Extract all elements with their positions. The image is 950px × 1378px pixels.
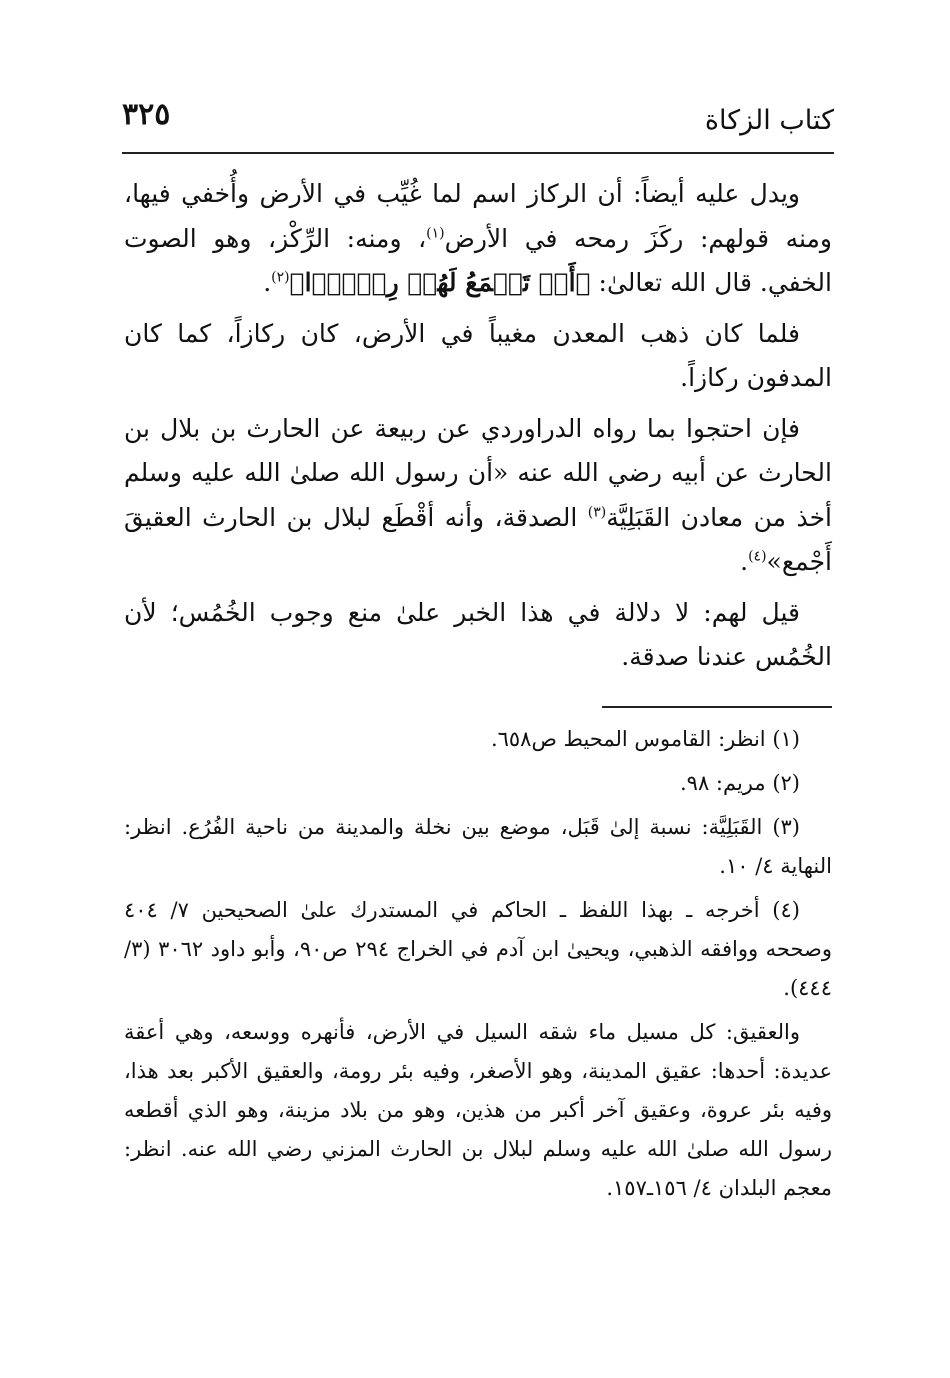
footnote-ref-3: (٣) — [587, 504, 607, 521]
quran-verse: ﴿أَوۡ تَسۡمَعُ لَهُمۡ رِكۡزَۢا﴾ — [289, 268, 591, 297]
page-header — [122, 95, 834, 153]
page-number: ٣٢٥ — [122, 97, 171, 132]
paragraph-text: ، ومنه: الرِّكْز، وهو الصوت الخفي. قال الله تعالىٰ: — [124, 223, 832, 297]
footnotes-section — [124, 720, 832, 1213]
paragraph-text: . — [740, 547, 749, 576]
footnote-ref-1: (١) — [426, 225, 445, 242]
footnote-ref-2: (٢) — [271, 269, 290, 286]
paragraph-reply: قيل لهم: لا دلالة في هذا الخبر علىٰ منع وجوب الخُمُس؛ لأن الخُمُس عندنا صدقة. — [124, 597, 832, 671]
paragraph-rikaz-definition — [124, 172, 832, 306]
paragraph-text: . — [263, 268, 272, 297]
chapter-title: كتاب الزكاة — [704, 105, 834, 136]
footnote-2: (٢) مريم: ٩٨. — [679, 771, 800, 795]
header-divider — [122, 152, 834, 154]
paragraph-mine-gold: فلما كان ذهب المعدن مغيباً في الأرض، كان ركازاً، كما كان المدفون ركازاً. — [124, 318, 832, 392]
paragraph-objection — [124, 407, 832, 585]
footnote-divider — [602, 706, 832, 708]
footnote-3: (٣) القَبَلِيَّة: نسبة إلىٰ قَبَل، موضع بين نخلة والمدينة من ناحية الفُرُع. انظر: النهاية ٤/ ١٠. — [124, 815, 832, 878]
paragraph-text: ويدل عليه أيضاً: أن الركاز اسم لما غُيِّب في الأرض وأُخفي فيها، ومنه قولهم: ركَزَ رمحه في الأرض — [124, 179, 832, 253]
paragraph-text: الصدقة، وأنه أقْطَع لبلال بن الحارث العقيقَ أَجْمع» — [124, 502, 832, 576]
footnote-ref-4: (٤) — [748, 548, 767, 565]
footnote-4: (٤) أخرجه ـ بهذا اللفظ ـ الحاكم في المستدرك علىٰ الصحيحين ٧/ ٤٠٤ وصححه ووافقه الذهبي، ويحيىٰ ابن آدم في الخراج ٢٩٤ ص٩٠، وأبو داود ٣٠٦٢ (٣/ ٤٤٤). — [124, 898, 832, 1000]
paragraph-text: فإن احتجوا بما رواه الدراوردي عن ربيعة عن الحارث بن بلال بن الحارث عن أبيه رضي الله عنه «أن رسول الله صلىٰ الله عليه وسلم أخذ من معادن القَبَلِيَّة — [124, 413, 833, 532]
main-text — [124, 172, 832, 686]
footnote-1: (١) انظر: القاموس المحيط ص٦٥٨. — [490, 727, 800, 751]
footnote-4-continuation: والعقيق: كل مسيل ماء شقه السيل في الأرض، فأنهره ووسعه، وهي أعقة عديدة: أحدها: عقيق المدينة، وهو الأصغر، وفيه بئر رومة، والعقيق الأكبر بعد هذا، وفيه بئر عروة، وعقيق آخر أكبر من هذين، وهو من بلاد مزينة، وهو الذي أقطعه رسول الله صلىٰ الله عليه وسلم لبلال بن الحارث المزني رضي الله عنه. انظر: معجم البلدان ٤/ ١٥٦ـ١٥٧. — [124, 1020, 832, 1200]
